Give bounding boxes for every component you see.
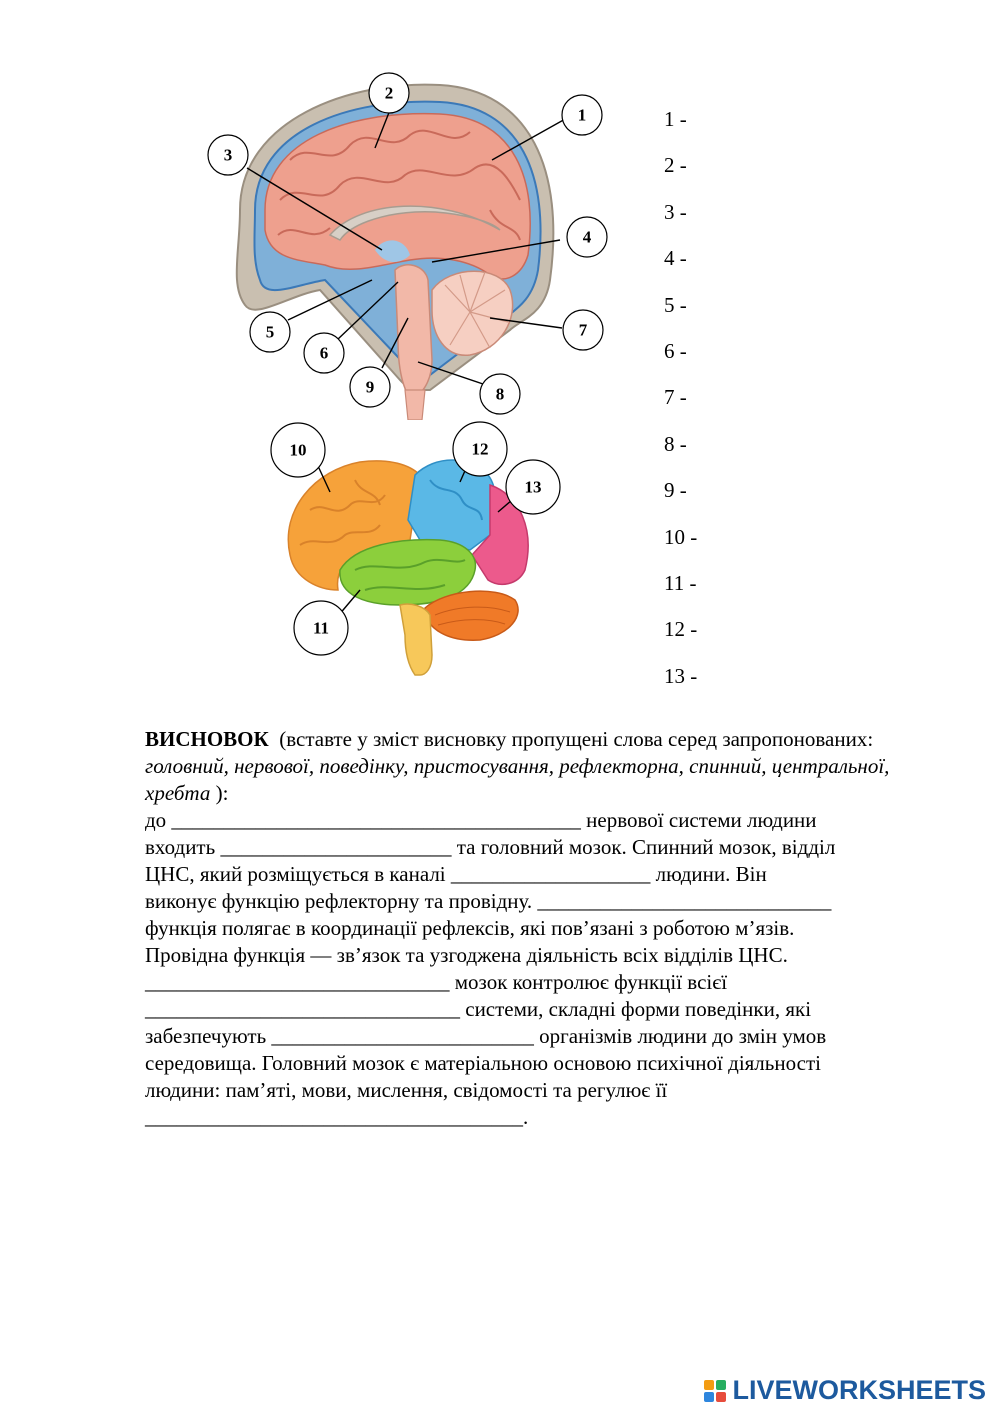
conclusion-line-8[interactable]: ______________________________ системи, складні форми поведінки, які (145, 997, 812, 1021)
instruction-start: (вставте у зміст висновку пропущені слова серед запропонованих: (268, 727, 879, 751)
instruction-end: ): (210, 781, 229, 805)
svg-text:6: 6 (319, 343, 329, 363)
callout-6 (304, 333, 344, 373)
conclusion-line-2[interactable]: входить ______________________ та головний мозок. Спинний мозок, відділ (145, 835, 836, 859)
conclusion-instruction (145, 726, 945, 807)
conclusion-line-7[interactable]: _____________________________ мозок контролює функції всієї (145, 970, 728, 994)
svg-text:9: 9 (365, 377, 375, 397)
conclusion-line-6: Провідна функція — зв’язок та узгоджена діяльність всіх відділів ЦНС. (145, 943, 788, 967)
conclusion-line-5: функція полягає в координації рефлексів, які пов’язані з роботою м’язів. (145, 916, 795, 940)
word-bank: головний, нервової, поведінку, пристосування, рефлекторна, спинний, центральної, хребта (145, 754, 890, 805)
callout-7 (563, 310, 603, 350)
conclusion-heading: ВИСНОВОК (145, 727, 269, 751)
conclusion-line-11: людини: пам’яті, мови, мислення, свідомості та регулює її (145, 1078, 668, 1102)
answer-line-4[interactable]: 4 - (664, 246, 687, 271)
answer-list (664, 104, 697, 707)
logo-mark-icon (704, 1380, 726, 1402)
callout-9 (350, 367, 390, 407)
svg-text:1: 1 (577, 105, 587, 125)
answer-line-1[interactable]: 1 - (664, 107, 687, 131)
answer-line-13[interactable]: 13 - (664, 663, 698, 688)
svg-text:12: 12 (471, 439, 489, 459)
callout-1 (562, 95, 602, 135)
callout-2 (369, 73, 409, 113)
callout-5 (250, 312, 290, 352)
callout-8 (480, 374, 520, 414)
answer-line-5[interactable]: 5 - (664, 292, 687, 317)
answer-line-6[interactable]: 6 - (664, 338, 687, 363)
answer-line-9[interactable]: 9 - (664, 478, 687, 503)
answer-line-3[interactable]: 3 - (664, 199, 687, 224)
conclusion-line-12[interactable]: ____________________________________. (145, 1105, 529, 1129)
brand-name: LIVEWORKSHEETS (732, 1375, 986, 1405)
conclusion-section (145, 726, 945, 1131)
liveworksheets-logo (704, 1375, 986, 1406)
conclusion-line-3[interactable]: ЦНС, який розміщується в каналі ___________________ людини. Він (145, 862, 767, 886)
conclusion-line-9[interactable]: забезпечують _________________________ організмів людини до змін умов (145, 1024, 827, 1048)
svg-text:4: 4 (582, 227, 592, 247)
callout-12 (453, 422, 507, 476)
conclusion-line-4[interactable]: виконує функцію рефлекторну та провідну. ____________________________ (145, 889, 832, 913)
conclusion-line-10: середовища. Головний мозок є матеріальною основою психічної діяльності (145, 1051, 821, 1075)
conclusion-line-1[interactable]: до _______________________________________ нервової системи людини (145, 808, 817, 832)
brain-lobes-diagram (250, 420, 580, 700)
svg-text:7: 7 (578, 320, 588, 340)
svg-text:8: 8 (495, 384, 505, 404)
svg-text:3: 3 (223, 145, 233, 165)
svg-text:2: 2 (384, 83, 394, 103)
answer-line-8[interactable]: 8 - (664, 431, 687, 456)
callout-3 (208, 135, 248, 175)
callout-11 (294, 601, 348, 655)
answer-line-11[interactable]: 11 - (664, 570, 697, 595)
svg-text:10: 10 (289, 440, 307, 460)
answer-line-7[interactable]: 7 - (664, 385, 687, 410)
callout-10 (271, 423, 325, 477)
svg-text:11: 11 (312, 618, 330, 638)
answer-line-2[interactable]: 2 - (664, 153, 687, 178)
callout-4 (567, 217, 607, 257)
answer-line-10[interactable]: 10 - (664, 524, 698, 549)
svg-text:13: 13 (524, 477, 542, 497)
svg-text:5: 5 (265, 322, 275, 342)
callout-13 (506, 460, 560, 514)
sagittal-brain-diagram (200, 60, 640, 420)
answer-line-12[interactable]: 12 - (664, 617, 698, 642)
